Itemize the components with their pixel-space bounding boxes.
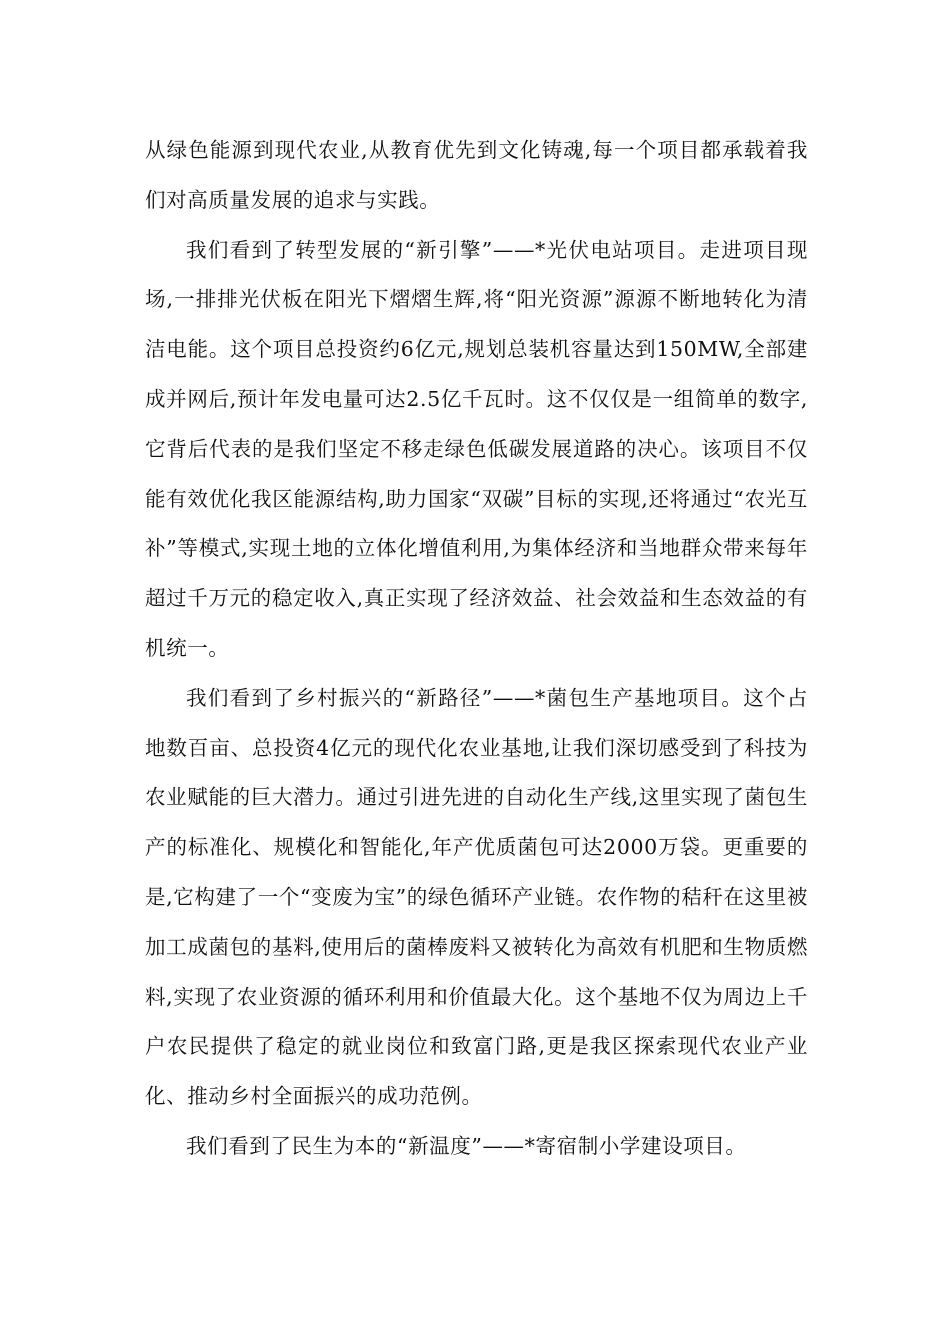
paragraph-mushroom-base: 我们看到了乡村振兴的“新路径”——*菌包生产基地项目。这个占地数百亩、总投资4亿元的现代化农业基地,让我们深切感受到了科技为农业赋能的巨大潜力。通过引进先进的自动化生产线,这里实现了菌包生产的标准化、规模化和智能化,年产优质菌包可达2000万袋。更重要的是,它构建了一个“变废为宝”的绿色循环产业链。农作物的秸秆在这里被加工成菌包的基料,使用后的菌棒废料又被转化为高效有机肥和生物质燃料,实现了农业资源的循环利用和价值最大化。这个基地不仅为周边上千户农民提供了稳定的就业岗位和致富门路,更是我区探索现代农业产业化、推动乡村全面振兴的成功范例。 [145,685,808,1109]
paragraph-solar-project: 我们看到了转型发展的“新引擎”——*光伏电站项目。走进项目现场,一排排光伏板在阳光下熠熠生辉,将“阳光资源”源源不断地转化为清洁电能。这个项目总投资约6亿元,规划总装机容量达到150MW,全部建成并网后,预计年发电量可达2.5亿千瓦时。这不仅仅是一组简单的数字,它背后代表的是我们坚定不移走绿色低碳发展道路的决心。该项目不仅能有效优化我区能源结构,助力国家“双碳”目标的实现,还将通过“农光互补”等模式,实现土地的立体化增值利用,为集体经济和当地群众带来每年超过千万元的稳定收入,真正实现了经济效益、社会效益和生态效益的有机统一。 [145,237,808,660]
paragraph-boarding-school: 我们看到了民生为本的“新温度”——*寄宿制小学建设项目。 [186,1133,747,1158]
paragraph-intro: 从绿色能源到现代农业,从教育优先到文化铸魂,每一个项目都承载着我们对高质量发展的追求与实践。 [145,138,808,212]
